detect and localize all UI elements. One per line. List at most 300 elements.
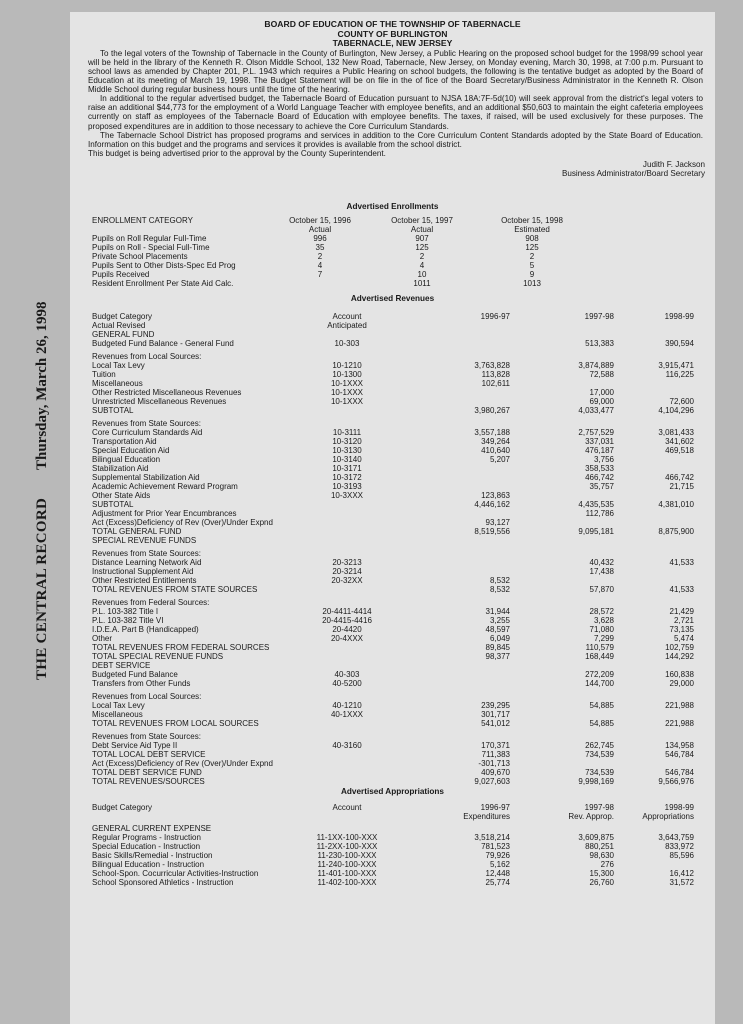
appropriation-row-cell-3: 98,630 [589, 851, 614, 860]
enrollment-row-cell-1: 996 [313, 234, 327, 243]
revenue-row [92, 643, 702, 652]
revenue-row-cell-0: P.L. 103-382 Title I [92, 607, 159, 616]
revenue-row [92, 670, 702, 679]
revenue-row-cell-1: 10-1300 [332, 370, 362, 379]
appropriation-row [92, 851, 702, 860]
appropriation-row-cell-1: 11-230-100-XXX [317, 851, 377, 860]
revenue-row-cell-3: 69,000 [589, 397, 614, 406]
enrollment-row [92, 252, 702, 261]
revenue-row-cell-0: Local Tax Levy [92, 701, 145, 710]
signature-title: Business Administrator/Board Secretary [561, 169, 705, 179]
revenue-row-cell-2: 8,532 [489, 585, 510, 594]
revenue-row-cell-0: Adjustment for Prior Year Encumbrances [92, 509, 237, 518]
revenue-row-cell-0: TOTAL REVENUES FROM FEDERAL SOURCES [92, 643, 270, 652]
revenue-row-cell-1: 10-1210 [332, 361, 362, 370]
revenue-header-cell-1: Account [332, 312, 362, 321]
revenue-row-cell-0: Act (Excess)Deficiency of Rev (Over)/Under Expnd [92, 759, 273, 768]
appropriation-subheader-cell-4: Appropriations [642, 812, 694, 821]
enrollment-subheader-cell-1: Actual [308, 225, 332, 234]
revenue-row [92, 482, 702, 491]
appropriation-row-cell-0: Regular Programs - Instruction [92, 833, 201, 842]
appropriation-row-cell-2: 12,448 [485, 869, 510, 878]
revenue-row-cell-3: 466,742 [585, 473, 614, 482]
revenue-row [92, 406, 702, 415]
appropriation-subheader-cell-2: Expenditures [463, 812, 510, 821]
revenue-row-cell-0: Academic Achievement Reward Program [92, 482, 238, 491]
revenue-row-cell-1: 10-3171 [332, 464, 362, 473]
revenue-row-cell-3: 3,756 [593, 455, 614, 464]
revenue-row [92, 352, 702, 361]
revenue-row [92, 607, 702, 616]
appropriation-row [92, 833, 702, 842]
revenue-row-cell-1: 10-303 [334, 339, 360, 348]
revenue-row [92, 558, 702, 567]
appropriation-row [92, 869, 702, 878]
revenue-row-cell-4: 546,784 [665, 768, 694, 777]
revenue-row-cell-3: 71,080 [589, 625, 614, 634]
revenue-row-cell-1: 20-4411-4414 [322, 607, 372, 616]
enrollment-row [92, 234, 702, 243]
appropriation-row-cell-0: GENERAL CURRENT EXPENSE [92, 824, 212, 833]
revenue-row-cell-0: TOTAL LOCAL DEBT SERVICE [92, 750, 206, 759]
revenue-header-cell-0: Budget Category [92, 312, 153, 321]
legal-notice-clipping [70, 12, 715, 1024]
revenue-row-cell-0: Instructional Supplement Aid [92, 567, 194, 576]
revenue-row-cell-0: TOTAL REVENUES FROM STATE SOURCES [92, 585, 258, 594]
revenue-row-cell-0: SUBTOTAL [92, 406, 134, 415]
revenue-row-cell-4: 29,000 [669, 679, 694, 688]
enrollment-row-cell-3: 1013 [523, 279, 541, 288]
revenue-row [92, 437, 702, 446]
revenue-row-cell-2: 349,264 [481, 437, 510, 446]
enrollment-row-cell-2: 2 [419, 252, 425, 261]
revenue-row-cell-0: TOTAL SPECIAL REVENUE FUNDS [92, 652, 224, 661]
revenue-row-cell-2: 170,371 [481, 741, 510, 750]
revenue-row-cell-0: Revenues from State Sources: [92, 419, 201, 428]
enrollment-row [92, 261, 702, 270]
revenue-row-cell-0: TOTAL REVENUES FROM LOCAL SOURCES [92, 719, 259, 728]
revenue-row [92, 679, 702, 688]
revenue-row-cell-3: 17,000 [589, 388, 614, 397]
revenue-row-cell-1: 20-3214 [332, 567, 362, 576]
enrollments-title: Advertised Enrollments [346, 202, 439, 211]
revenue-row-cell-0: Miscellaneous [92, 379, 143, 388]
revenue-row [92, 585, 702, 594]
revenue-row-cell-4: 160,838 [665, 670, 694, 679]
appropriation-header-cell-3: 1997-98 [584, 803, 614, 812]
revenue-row-cell-4: 466,742 [665, 473, 694, 482]
revenue-row [92, 567, 702, 576]
revenue-row-cell-1: 10-3111 [332, 428, 362, 437]
appropriation-row-cell-4: 85,596 [669, 851, 694, 860]
appropriation-row-cell-4: 3,643,759 [658, 833, 694, 842]
revenue-row-cell-4: 2,721 [673, 616, 694, 625]
appropriation-row-cell-0: School-Spon. Cocurricular Activities-Instruction [92, 869, 259, 878]
revenue-row-cell-4: 134,958 [665, 741, 694, 750]
revenue-row-cell-0: Transfers from Other Funds [92, 679, 191, 688]
appropriation-subheader-cell-3: Rev. Approp. [568, 812, 614, 821]
revenue-row-cell-3: 513,383 [585, 339, 614, 348]
appropriation-row-cell-4: 16,412 [669, 869, 694, 878]
revenue-row-cell-2: 410,640 [481, 446, 510, 455]
revenue-row-cell-0: Revenues from State Sources: [92, 732, 201, 741]
revenue-row-cell-4: 390,594 [665, 339, 694, 348]
revenue-row-cell-0: TOTAL GENERAL FUND [92, 527, 182, 536]
revenue-row-cell-4: 4,381,010 [658, 500, 694, 509]
enrollment-header-cell-2: October 15, 1997 [391, 216, 453, 225]
revenue-row-cell-1: 10-1XXX [330, 397, 364, 406]
revenue-row-cell-2: 102,611 [481, 379, 510, 388]
revenue-row-cell-3: 3,874,889 [578, 361, 614, 370]
enrollment-row-cell-2: 1011 [413, 279, 431, 288]
publication-date: Thursday, March 26, 1998 [34, 301, 50, 470]
revenue-row-cell-2: 6,049 [489, 634, 510, 643]
revenue-row [92, 768, 702, 777]
revenue-row [92, 464, 702, 473]
newspaper-sidebar [22, 300, 62, 700]
revenue-row [92, 455, 702, 464]
revenue-row-cell-2: 3,557,188 [474, 428, 510, 437]
signature-name: Judith F. Jackson [642, 159, 705, 169]
enrollment-row-cell-1: 7 [317, 270, 323, 279]
enrollment-row-cell-0: Pupils on Roll - Special Full-Time [92, 243, 210, 252]
revenue-row-cell-2: 3,255 [489, 616, 510, 625]
revenue-row-cell-1: 40-1210 [332, 701, 362, 710]
revenue-row [92, 473, 702, 482]
enrollment-row-cell-0: Pupils on Roll Regular Full-Time [92, 234, 207, 243]
revenue-row-cell-0: TOTAL REVENUES/SOURCES [92, 777, 205, 786]
revenue-row-cell-0: Budgeted Fund Balance [92, 670, 178, 679]
revenue-row [92, 652, 702, 661]
revenue-row-cell-4: 546,784 [665, 750, 694, 759]
revenue-row-cell-0: Other [92, 634, 113, 643]
enrollment-row-cell-3: 125 [525, 243, 539, 252]
appropriation-row-cell-1: 11-2XX-100-XXX [316, 842, 378, 851]
revenue-row-cell-2: 5,207 [489, 455, 510, 464]
revenue-row-cell-0: Budgeted Fund Balance - General Fund [92, 339, 234, 348]
revenue-row-cell-4: 3,081,433 [658, 428, 694, 437]
revenue-row-cell-0: P.L. 103-382 Title VI [92, 616, 164, 625]
revenue-row-cell-1: 10-3172 [332, 473, 362, 482]
enrollment-subheader [92, 225, 702, 234]
appropriation-subheader [92, 812, 702, 821]
revenue-row-cell-2: 8,532 [489, 576, 510, 585]
revenue-row-cell-0: Other State Aids [92, 491, 151, 500]
intro-text [70, 49, 715, 158]
appropriation-row-cell-3: 3,609,875 [578, 833, 614, 842]
appropriation-row-cell-2: 5,162 [489, 860, 510, 869]
enrollment-row-cell-0: Private School Placements [92, 252, 188, 261]
enrollment-row-cell-2: 125 [415, 243, 429, 252]
appropriation-row-cell-3: 26,760 [589, 878, 614, 887]
revenue-row [92, 428, 702, 437]
appropriation-row-cell-1: 11-240-100-XXX [317, 860, 377, 869]
revenue-subheader [92, 321, 702, 330]
revenue-row-cell-3: 734,539 [585, 768, 614, 777]
revenue-header-cell-3: 1997-98 [584, 312, 614, 321]
revenue-row-cell-4: 73,135 [669, 625, 694, 634]
appropriation-row-cell-2: 25,774 [485, 878, 510, 887]
enrollment-header-cell-3: October 15, 1998 [501, 216, 563, 225]
enrollment-row-cell-3: 908 [525, 234, 539, 243]
revenue-row-cell-1: 20-4XXX [330, 634, 364, 643]
appropriation-row-cell-4: 31,572 [669, 878, 694, 887]
revenue-row-cell-3: 57,870 [589, 585, 614, 594]
revenue-row [92, 330, 702, 339]
revenue-row-cell-1: 20-4415-4416 [322, 616, 372, 625]
enrollment-row [92, 279, 702, 288]
revenue-row-cell-3: 734,539 [585, 750, 614, 759]
revenue-row-cell-4: 41,533 [669, 558, 694, 567]
revenue-row-cell-0: Revenues from Local Sources: [92, 692, 202, 701]
revenue-row-cell-2: 541,012 [481, 719, 510, 728]
revenue-row-cell-4: 4,104,296 [658, 406, 694, 415]
intro-paragraph-3: The Tabernacle School District has proposed programs and services in addition to the Core Curriculum Content Standards adopted by the State Board of Education. Information on this budget and the programs and services it provides is available from the school district. [88, 130, 703, 149]
appropriation-row-cell-3: 15,300 [589, 869, 614, 878]
revenue-row-cell-1: 40-1XXX [330, 710, 364, 719]
revenue-row-cell-0: Revenues from Federal Sources: [92, 598, 210, 607]
revenue-row-cell-4: 341,602 [665, 437, 694, 446]
revenue-row-cell-3: 4,033,477 [578, 406, 614, 415]
revenue-row-cell-1: 40-303 [334, 670, 360, 679]
appropriation-row-cell-1: 11-1XX-100-XXX [316, 833, 378, 842]
revenue-row [92, 741, 702, 750]
revenue-row [92, 419, 702, 428]
enrollment-row-cell-2: 907 [415, 234, 429, 243]
revenue-row-cell-0: Special Education Aid [92, 446, 170, 455]
signature-block [70, 160, 715, 178]
revenue-row-cell-1: 10-1XXX [330, 379, 364, 388]
appropriations-title: Advertised Appropriations [341, 787, 444, 796]
revenue-row-cell-1: 10-3193 [332, 482, 362, 491]
revenue-row [92, 527, 702, 536]
revenue-row-cell-1: 40-5200 [332, 679, 362, 688]
revenue-row-cell-2: 239,295 [481, 701, 510, 710]
enrollment-row-cell-3: 9 [529, 270, 535, 279]
revenue-row [92, 397, 702, 406]
revenue-row-cell-3: 17,438 [589, 567, 614, 576]
revenue-row-cell-2: 98,377 [485, 652, 510, 661]
appropriation-row-cell-2: 3,518,214 [474, 833, 510, 842]
appropriation-row-cell-2: 79,926 [485, 851, 510, 860]
revenue-row-cell-4: 3,915,471 [658, 361, 694, 370]
revenue-row-cell-3: 144,700 [585, 679, 614, 688]
enrollment-header-cell-1: October 15, 1996 [289, 216, 351, 225]
enrollment-row-cell-2: 4 [419, 261, 425, 270]
revenue-row-cell-0: TOTAL DEBT SERVICE FUND [92, 768, 202, 777]
revenue-row-cell-2: 3,980,267 [474, 406, 510, 415]
revenue-row-cell-4: 72,600 [669, 397, 694, 406]
revenue-row-cell-0: Transportation Aid [92, 437, 157, 446]
revenue-row-cell-0: DEBT SERVICE [92, 661, 151, 670]
enrollment-row-cell-3: 5 [529, 261, 535, 270]
revenue-row [92, 732, 702, 741]
revenue-row [92, 536, 702, 545]
enrollment-row-cell-1: 35 [315, 243, 325, 252]
appropriation-header [92, 803, 702, 812]
header-line-2: COUNTY OF BURLINGTON [337, 28, 448, 39]
appropriation-row [92, 824, 702, 833]
revenue-row [92, 661, 702, 670]
revenue-row-cell-4: 21,715 [669, 482, 694, 491]
revenue-row-cell-3: 9,998,169 [578, 777, 614, 786]
appropriation-row [92, 878, 702, 887]
appropriation-row-cell-3: 880,251 [585, 842, 614, 851]
revenue-row [92, 777, 702, 786]
revenue-row-cell-2: 93,127 [485, 518, 510, 527]
revenue-row-cell-4: 221,988 [665, 719, 694, 728]
revenue-row-cell-3: 2,757,529 [578, 428, 614, 437]
revenue-row-cell-4: 8,875,900 [658, 527, 694, 536]
revenue-row-cell-2: 301,717 [481, 710, 510, 719]
revenue-row-cell-3: 35,757 [589, 482, 614, 491]
revenue-row [92, 446, 702, 455]
revenue-row-cell-2: 3,763,828 [474, 361, 510, 370]
revenue-row-cell-3: 9,095,181 [578, 527, 614, 536]
enrollment-subheader-cell-2: Actual [410, 225, 434, 234]
revenue-row-cell-1: 10-3XXX [330, 491, 364, 500]
revenue-row-cell-3: 337,031 [585, 437, 614, 446]
revenue-row-cell-4: 221,988 [665, 701, 694, 710]
revenue-row-cell-3: 110,579 [585, 643, 614, 652]
revenue-row [92, 518, 702, 527]
appropriation-row-cell-1: 11-402-100-XXX [317, 878, 377, 887]
revenue-row-cell-0: Local Tax Levy [92, 361, 145, 370]
revenue-row-cell-3: 54,885 [589, 719, 614, 728]
revenue-row-cell-2: 89,845 [485, 643, 510, 652]
revenue-row [92, 634, 702, 643]
revenue-row-cell-0: SPECIAL REVENUE FUNDS [92, 536, 197, 545]
appropriation-row-cell-0: School Sponsored Athletics - Instruction [92, 878, 234, 887]
revenues-title: Advertised Revenues [350, 294, 435, 303]
revenue-row [92, 388, 702, 397]
revenue-row-cell-4: 102,759 [665, 643, 694, 652]
appropriation-row-cell-2: 781,523 [481, 842, 510, 851]
revenue-header-cell-4: 1998-99 [664, 312, 694, 321]
revenue-row-cell-4: 41,533 [669, 585, 694, 594]
revenue-row-cell-1: 10-1XXX [330, 388, 364, 397]
revenue-header-cell-2: 1996-97 [480, 312, 510, 321]
revenue-row-cell-0: Debt Service Aid Type II [92, 741, 178, 750]
appropriation-row-cell-0: Basic Skills/Remedial - Instruction [92, 851, 213, 860]
revenue-row-cell-2: 48,597 [485, 625, 510, 634]
revenue-row-cell-3: 112,786 [585, 509, 614, 518]
revenue-row [92, 576, 702, 585]
header-line-1: BOARD OF EDUCATION OF THE TOWNSHIP OF TABERNACLE [264, 19, 521, 29]
revenue-row [92, 759, 702, 768]
revenue-row-cell-0: I.D.E.A. Part B (Handicapped) [92, 625, 199, 634]
revenue-row-cell-4: 144,292 [665, 652, 694, 661]
revenue-row [92, 509, 702, 518]
revenue-row-cell-0: Supplemental Stabilization Aid [92, 473, 200, 482]
enrollment-row-cell-2: 10 [417, 270, 427, 279]
revenue-row-cell-1: 40-3160 [332, 741, 362, 750]
appropriation-row-cell-0: Bilingual Education - Instruction [92, 860, 205, 869]
revenue-row-cell-4: 469,518 [665, 446, 694, 455]
revenue-row-cell-3: 358,533 [585, 464, 614, 473]
enrollment-header [92, 216, 702, 225]
revenue-row [92, 625, 702, 634]
enrollment-row-cell-0: Pupils Received [92, 270, 150, 279]
revenue-row-cell-4: 21,429 [669, 607, 694, 616]
revenue-row-cell-0: Core Curriculum Standards Aid [92, 428, 203, 437]
revenue-row-cell-3: 3,628 [593, 616, 614, 625]
revenue-row-cell-1: 10-3130 [332, 446, 362, 455]
revenue-row-cell-0: Miscellaneous [92, 710, 143, 719]
appropriation-header-cell-0: Budget Category [92, 803, 153, 812]
appropriation-header-cell-1: Account [332, 803, 362, 812]
revenue-row [92, 616, 702, 625]
revenue-row-cell-3: 262,745 [585, 741, 614, 750]
revenue-row [92, 491, 702, 500]
revenue-row-cell-2: 31,944 [485, 607, 510, 616]
revenue-row-cell-2: 4,446,162 [474, 500, 510, 509]
appropriation-header-cell-4: 1998-99 [664, 803, 694, 812]
revenue-row-cell-0: Unrestricted Miscellaneous Revenues [92, 397, 227, 406]
header-line-3: TABERNACLE, NEW JERSEY [332, 38, 453, 49]
appropriation-row-cell-1: 11-401-100-XXX [317, 869, 377, 878]
revenue-row-cell-0: Bilingual Education [92, 455, 161, 464]
revenue-subheader-cell-0: Actual Revised [92, 321, 146, 330]
enrollment-row-cell-3: 2 [529, 252, 535, 261]
revenue-row-cell-1: 20-32XX [331, 576, 363, 585]
appropriation-row [92, 842, 702, 851]
revenue-row-cell-3: 28,572 [589, 607, 614, 616]
enrollment-row [92, 270, 702, 279]
revenue-row-cell-3: 272,209 [585, 670, 614, 679]
revenue-row-cell-1: 20-3213 [332, 558, 362, 567]
revenue-row-cell-2: 9,027,603 [474, 777, 510, 786]
revenue-header [92, 312, 702, 321]
revenue-row-cell-2: 711,383 [481, 750, 510, 759]
revenue-row-cell-2: 8,519,556 [474, 527, 510, 536]
notice-header [70, 20, 715, 49]
revenue-row [92, 500, 702, 509]
appropriation-header-cell-2: 1996-97 [480, 803, 510, 812]
enrollment-header-cell-0: ENROLLMENT CATEGORY [92, 216, 193, 225]
revenue-row-cell-0: Other Restricted Entitlements [92, 576, 197, 585]
revenue-row-cell-0: Revenues from Local Sources: [92, 352, 202, 361]
enrollment-row [92, 243, 702, 252]
revenue-row-cell-3: 476,187 [585, 446, 614, 455]
enrollment-row-cell-0: Pupils Sent to Other Dists-Spec Ed Prog [92, 261, 236, 270]
revenue-row-cell-2: 123,863 [481, 491, 510, 500]
revenue-row-cell-2: 113,828 [481, 370, 510, 379]
revenue-row [92, 339, 702, 348]
revenue-row [92, 379, 702, 388]
revenue-row-cell-0: SUBTOTAL [92, 500, 134, 509]
revenue-row-cell-2: 409,670 [481, 768, 510, 777]
revenue-row-cell-1: 20-4420 [332, 625, 362, 634]
revenue-row [92, 750, 702, 759]
revenue-subheader-cell-1: Anticipated [327, 321, 367, 330]
revenue-row-cell-1: 10-3120 [332, 437, 362, 446]
appropriation-row-cell-0: Special Education - Instruction [92, 842, 201, 851]
enrollment-subheader-cell-3: Estimated [514, 225, 550, 234]
revenue-row-cell-3: 7,299 [593, 634, 614, 643]
revenue-row-cell-0: Stabilization Aid [92, 464, 149, 473]
revenue-row [92, 361, 702, 370]
revenue-row-cell-3: 72,588 [589, 370, 614, 379]
revenue-row [92, 692, 702, 701]
revenue-row-cell-0: Act (Excess)Deficiency of Rev (Over)/Under Expnd [92, 518, 273, 527]
revenue-row-cell-2: -301,713 [478, 759, 510, 768]
newspaper-name: THE CENTRAL RECORD [34, 497, 50, 680]
revenue-row [92, 549, 702, 558]
enrollment-row-cell-1: 2 [317, 252, 323, 261]
revenue-row-cell-3: 4,435,535 [578, 500, 614, 509]
enrollment-row-cell-0: Resident Enrollment Per State Aid Calc. [92, 279, 234, 288]
